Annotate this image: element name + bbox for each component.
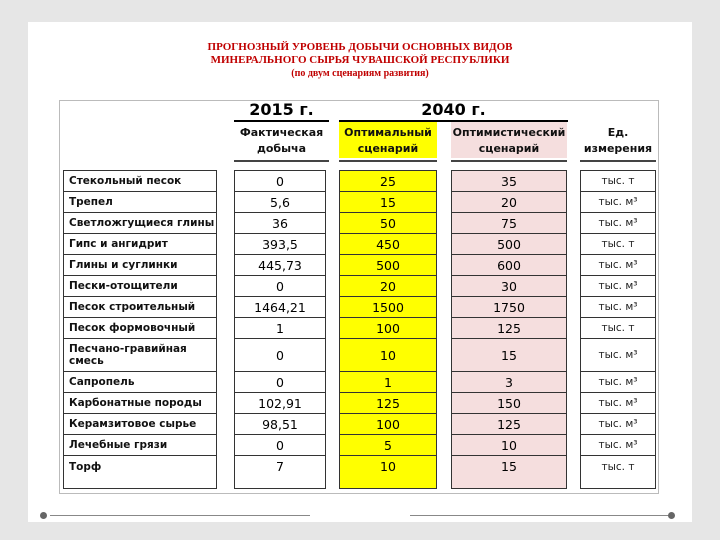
title-line-2: МИНЕРАЛЬНОГО СЫРЬЯ ЧУВАШСКОЙ РЕСПУБЛИКИ xyxy=(210,54,510,66)
row-unit: тыс. м³ xyxy=(581,414,655,435)
row-optimal-value: 1500 xyxy=(340,297,436,318)
header-optimal xyxy=(339,122,437,158)
row-unit: тыс. м³ xyxy=(581,192,655,213)
row-optimal-value: 15 xyxy=(340,192,436,213)
column-optimal xyxy=(339,170,437,489)
row-unit: тыс. т xyxy=(601,460,635,473)
row-name: Светложгущиеся глины xyxy=(64,213,216,234)
row-optimal-value: 100 xyxy=(340,414,436,435)
row-name: Песчано-гравийная смесь xyxy=(64,339,216,372)
row-optimistic-value: 125 xyxy=(452,414,566,435)
row-fact-value: 1 xyxy=(235,318,325,339)
row-fact-value: 5,6 xyxy=(235,192,325,213)
row-name: Торф xyxy=(69,460,102,473)
column-names xyxy=(63,170,217,489)
header-optimistic-line1: Оптимистический xyxy=(452,126,566,139)
row-optimal-value: 20 xyxy=(340,276,436,297)
ornament-line-right xyxy=(410,515,670,516)
header-divider-unit xyxy=(580,160,656,162)
header-fact-line1: Фактическая xyxy=(239,126,324,139)
row-name: Сапропель xyxy=(64,372,216,393)
row-unit: тыс. м³ xyxy=(581,276,655,297)
row-name: Гипс и ангидрит xyxy=(64,234,216,255)
header-year-2015: 2015 г. xyxy=(234,100,329,122)
header-year-2040: 2040 г. xyxy=(339,100,568,122)
row-fact-value: 0 xyxy=(235,339,325,372)
title-subtitle: (по двум сценариям развития) xyxy=(291,68,429,79)
row-optimistic-value: 15 xyxy=(452,339,566,372)
ornament-dot-right xyxy=(668,512,675,519)
row-optimal-value: 1 xyxy=(340,372,436,393)
header-optimistic-line2: сценарий xyxy=(478,142,540,155)
header-optimistic xyxy=(451,122,567,158)
row-optimistic-value: 500 xyxy=(452,234,566,255)
row-fact-value: 393,5 xyxy=(235,234,325,255)
row-name: Стекольный песок xyxy=(64,171,216,192)
row-optimistic-value: 3 xyxy=(452,372,566,393)
row-optimal-value: 100 xyxy=(340,318,436,339)
row-optimal-value: 500 xyxy=(340,255,436,276)
column-fact xyxy=(234,170,326,489)
row-fact-value: 36 xyxy=(235,213,325,234)
row-fact-value: 102,91 xyxy=(235,393,325,414)
header-unit-line1: Ед. xyxy=(607,126,629,139)
row-unit: тыс. м³ xyxy=(581,255,655,276)
row-fact-value: 0 xyxy=(235,171,325,192)
row-unit: тыс. м³ xyxy=(581,297,655,318)
row-optimistic-value: 150 xyxy=(452,393,566,414)
row-fact-value: 98,51 xyxy=(235,414,325,435)
row-unit: тыс. т xyxy=(581,171,655,192)
header-divider-optimal xyxy=(339,160,437,162)
row-fact-value: 7 xyxy=(276,459,284,474)
column-optimistic xyxy=(451,170,567,489)
row-optimistic-value: 1750 xyxy=(452,297,566,318)
ornament-dot-left xyxy=(40,512,47,519)
row-optimal-value: 25 xyxy=(340,171,436,192)
header-optimal-line2: сценарий xyxy=(357,142,419,155)
row-optimal-value: 5 xyxy=(340,435,436,456)
row-optimal-value: 450 xyxy=(340,234,436,255)
header-unit-line2: измерения xyxy=(583,142,653,155)
row-unit: тыс. м³ xyxy=(581,339,655,372)
row-optimistic-value: 20 xyxy=(452,192,566,213)
row-optimistic-value: 600 xyxy=(452,255,566,276)
row-name: Трепел xyxy=(64,192,216,213)
row-fact-value: 1464,21 xyxy=(235,297,325,318)
row-name: Карбонатные породы xyxy=(64,393,216,414)
header-divider-optimistic xyxy=(451,160,567,162)
row-unit: тыс. м³ xyxy=(581,213,655,234)
row-name: Песок строительный xyxy=(64,297,216,318)
header-divider-fact xyxy=(234,160,329,162)
row-optimal-value: 10 xyxy=(380,459,396,474)
row-fact-value: 445,73 xyxy=(235,255,325,276)
row-name: Керамзитовое сырье xyxy=(64,414,216,435)
row-optimistic-value: 75 xyxy=(452,213,566,234)
row-name: Глины и суглинки xyxy=(64,255,216,276)
header-fact-line2: добыча xyxy=(256,142,307,155)
row-unit: тыс. т xyxy=(581,234,655,255)
row-optimal-value: 10 xyxy=(340,339,436,372)
row-optimistic-value: 30 xyxy=(452,276,566,297)
row-optimistic-value: 35 xyxy=(452,171,566,192)
row-optimistic-value: 125 xyxy=(452,318,566,339)
row-optimistic-value: 15 xyxy=(501,459,517,474)
row-unit: тыс. т xyxy=(581,318,655,339)
ornament-line-left xyxy=(50,515,310,516)
header-unit xyxy=(580,125,656,157)
column-unit xyxy=(580,170,656,489)
row-fact-value: 0 xyxy=(235,276,325,297)
row-unit: тыс. м³ xyxy=(581,435,655,456)
row-fact-value: 0 xyxy=(235,435,325,456)
row-unit: тыс. м³ xyxy=(581,393,655,414)
row-name: Песок формовочный xyxy=(64,318,216,339)
header-fact xyxy=(234,125,329,157)
row-name: Пески-отощители xyxy=(64,276,216,297)
row-optimistic-value: 10 xyxy=(452,435,566,456)
row-optimal-value: 125 xyxy=(340,393,436,414)
header-optimal-line1: Оптимальный xyxy=(344,126,432,139)
title-line-1: ПРОГНОЗНЫЙ УРОВЕНЬ ДОБЫЧИ ОСНОВНЫХ ВИДОВ xyxy=(207,41,513,53)
row-fact-value: 0 xyxy=(235,372,325,393)
row-name: Лечебные грязи xyxy=(64,435,216,456)
row-unit: тыс. м³ xyxy=(581,372,655,393)
row-optimal-value: 50 xyxy=(340,213,436,234)
